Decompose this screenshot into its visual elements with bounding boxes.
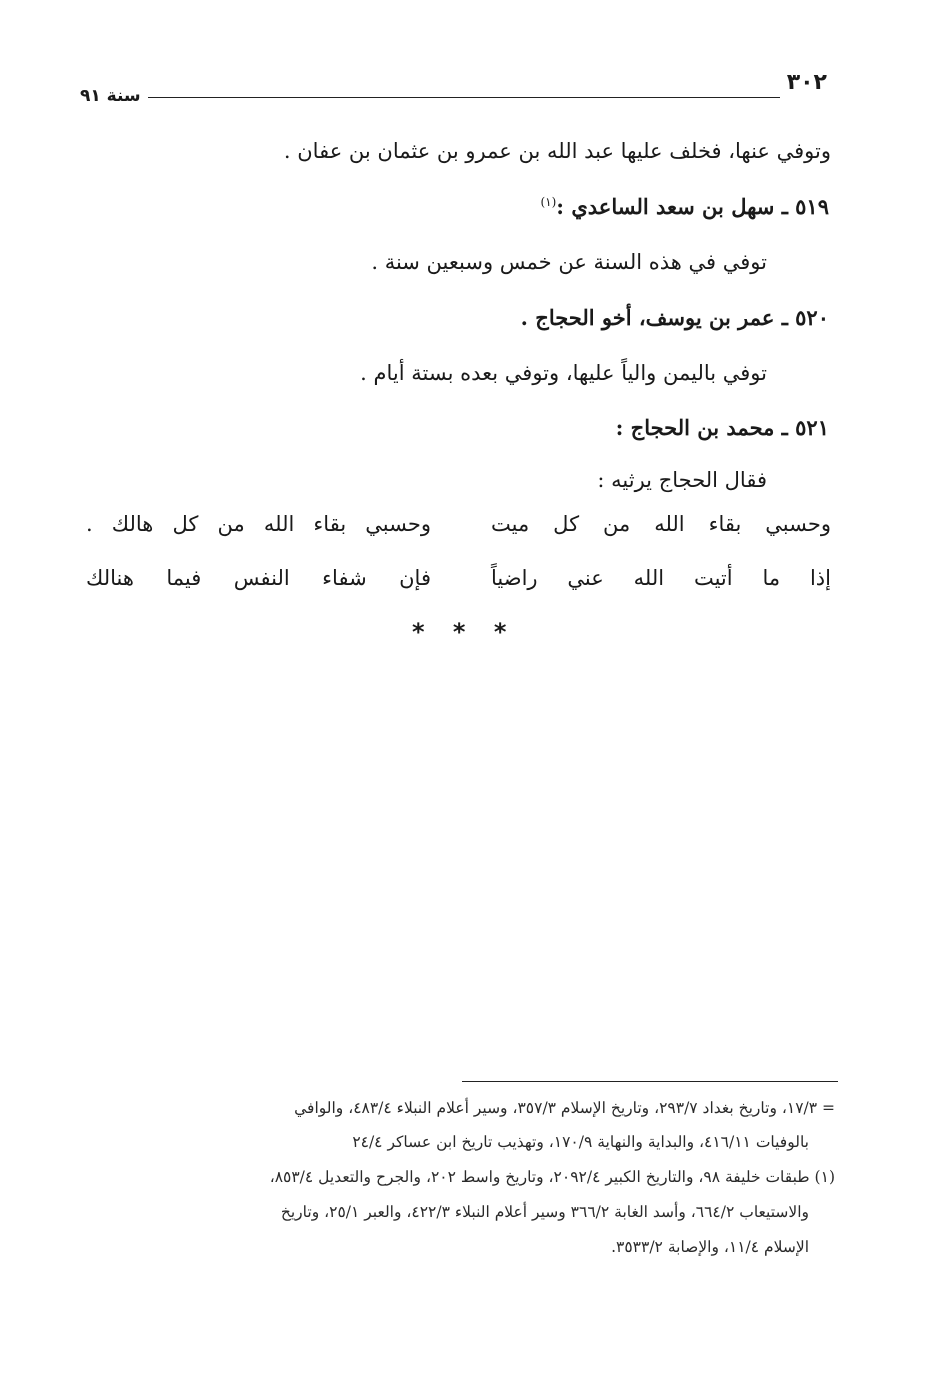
entry-heading-text: ٥١٩ ـ سهل بن سعد الساعدي :	[556, 194, 829, 219]
section-separator: * * *	[412, 618, 517, 646]
intro-line: وتوفي عنها، فخلف عليها عبد الله بن عمرو بن عثمان بن عفان .	[283, 139, 831, 163]
footnote-line-3: (١) طبقات خليفة ٩٨، والتاريخ الكبير ٢٠٩٢/٤، وتاريخ واسط ٢٠٢، والجرح والتعديل ٨٥٣/٤،	[269, 1168, 835, 1186]
header-rule	[148, 97, 780, 98]
footnote-line-5: الإسلام ١١/٤، والإصابة ٣٥٣٣/٢.	[611, 1238, 809, 1256]
entry-520-heading: ٥٢٠ ـ عمر بن يوسف، أخو الحجاج .	[520, 305, 829, 330]
footnote-rule	[462, 1081, 838, 1082]
footnote-line-1: = ١٧/٣، وتاريخ بغداد ٢٩٣/٧، وتاريخ الإسلام ٣٥٧/٣، وسير أعلام النبلاء ٤٨٣/٤، والوافي	[294, 1099, 835, 1117]
running-head: سنة ٩١	[80, 86, 141, 106]
page-number: ٣٠٢	[786, 70, 827, 95]
poem-line-1-first: وحسبي بقاء الله من كل ميت	[491, 512, 831, 536]
footnote-line-2: بالوفيات ٤١٦/١١، والبداية والنهاية ١٧٠/٩، وتهذيب تاريخ ابن عساكر ٢٤/٤	[352, 1133, 809, 1151]
footnote-line-4: والاستيعاب ٦٦٤/٢، وأسد الغابة ٣٦٦/٢ وسير أعلام النبلاء ٤٢٢/٣، والعبر ٢٥/١، وتاريخ	[280, 1203, 809, 1221]
entry-521-text: فقال الحجاج يرثيه :	[597, 468, 767, 492]
entry-519-text: توفي في هذه السنة عن خمس وسبعين سنة .	[371, 250, 767, 274]
footnote-ref: (١)	[540, 195, 557, 209]
poem-line-1-second: وحسبي بقاء الله من كل هالك .	[86, 512, 431, 536]
poem-line-2-second: فإن شفاء النفس فيما هنالك	[86, 566, 431, 590]
entry-520-text: توفي باليمن والياً عليها، وتوفي بعده بستة أيام .	[360, 361, 767, 385]
entry-519-heading	[540, 194, 829, 219]
entry-521-heading: ٥٢١ ـ محمد بن الحجاج :	[615, 415, 829, 440]
poem-line-2-first: إذا ما أتيت الله عني راضياً	[491, 566, 831, 590]
